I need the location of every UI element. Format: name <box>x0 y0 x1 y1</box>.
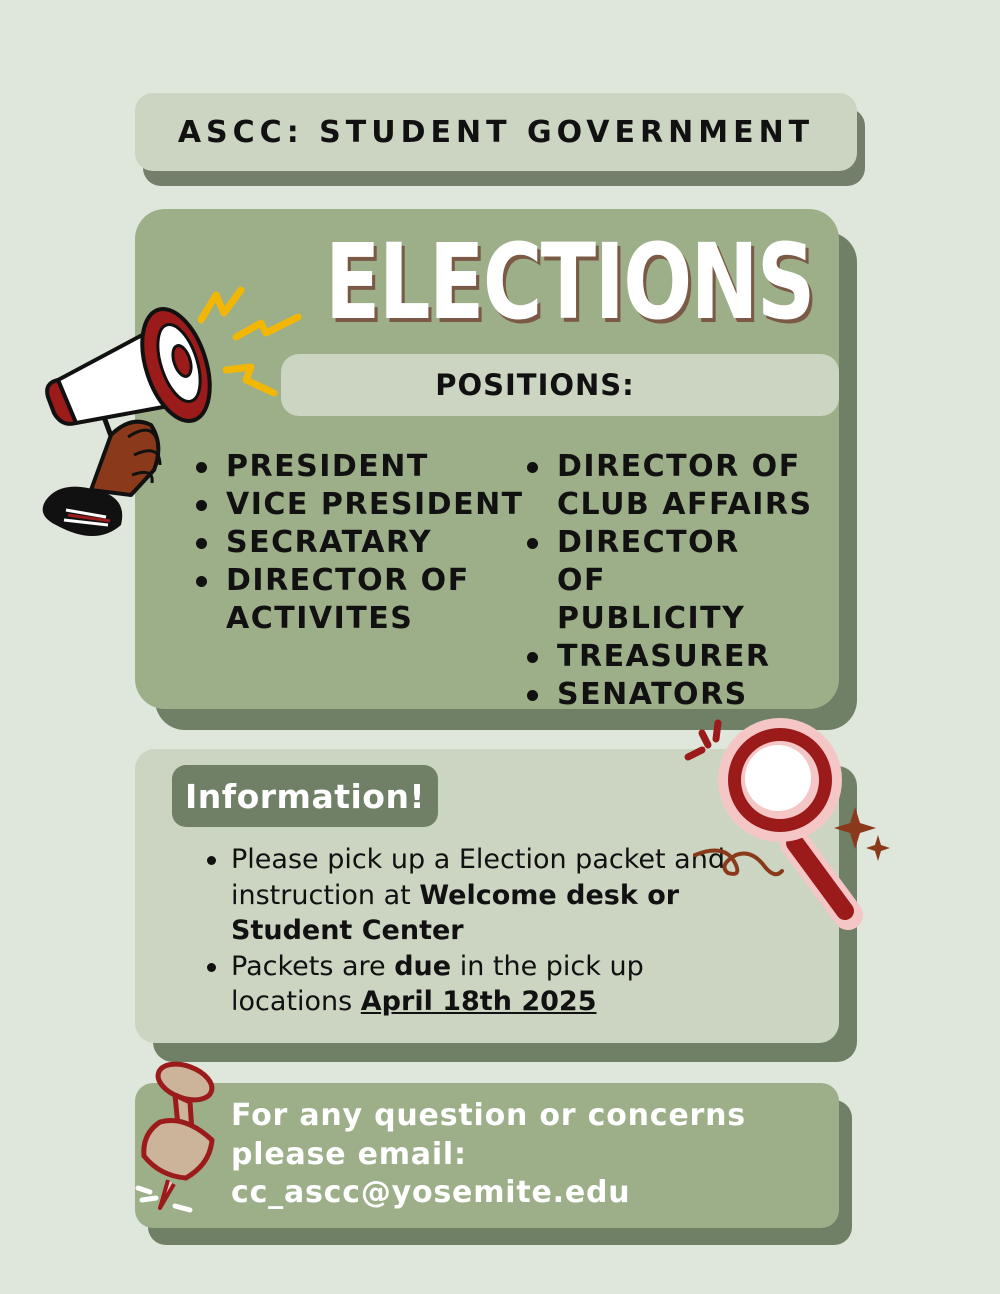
info-item-due <box>203 949 763 1020</box>
magnifying-glass-icon <box>680 715 895 930</box>
info-heading-pill <box>172 765 438 827</box>
elections-title: ELECTIONS <box>325 221 814 343</box>
lightning-icon <box>201 290 298 393</box>
sparkle-icon <box>866 835 890 861</box>
info-item-pickup <box>203 842 763 949</box>
info-due-date: April 18th 2025 <box>360 986 597 1017</box>
sparkle-icon <box>834 807 876 849</box>
info-list <box>203 842 763 1020</box>
positions-label-pill <box>281 354 839 416</box>
megaphone-icon <box>36 285 306 545</box>
info-item-text: in the pick up locations <box>231 950 644 1017</box>
info-heading: Information! <box>184 776 426 816</box>
position-item: DIRECTOR OF CLUB AFFAIRS <box>527 448 817 524</box>
info-item-text: Packets are <box>231 950 395 982</box>
position-item: DIRECTOR OF PUBLICITY <box>527 524 787 638</box>
contact-email[interactable]: cc_ascc@yosemite.edu <box>231 1175 631 1210</box>
info-location-text: Welcome desk or Student Center <box>231 879 680 946</box>
header-title: ASCC: STUDENT GOVERNMENT <box>177 114 815 150</box>
position-item: DIRECTOR OF ACTIVITES <box>196 562 476 638</box>
positions-label: POSITIONS: <box>435 368 635 402</box>
contact-text <box>231 1097 831 1213</box>
contact-line: please email: <box>231 1136 467 1172</box>
position-item: VICE PRESIDENT <box>196 486 524 524</box>
header-banner <box>135 93 857 171</box>
info-item-text: Please pick up a Election packet and instruction at <box>231 844 725 911</box>
push-pin-icon <box>130 1060 230 1220</box>
position-item: TREASURER <box>527 638 817 676</box>
positions-list-right <box>527 448 817 714</box>
info-due-text: due <box>394 950 452 982</box>
position-item: SECRATARY <box>196 524 524 562</box>
contact-line: For any question or concerns <box>231 1098 746 1133</box>
position-item: PRESIDENT <box>196 448 524 486</box>
position-item: SENATORS <box>527 676 817 714</box>
